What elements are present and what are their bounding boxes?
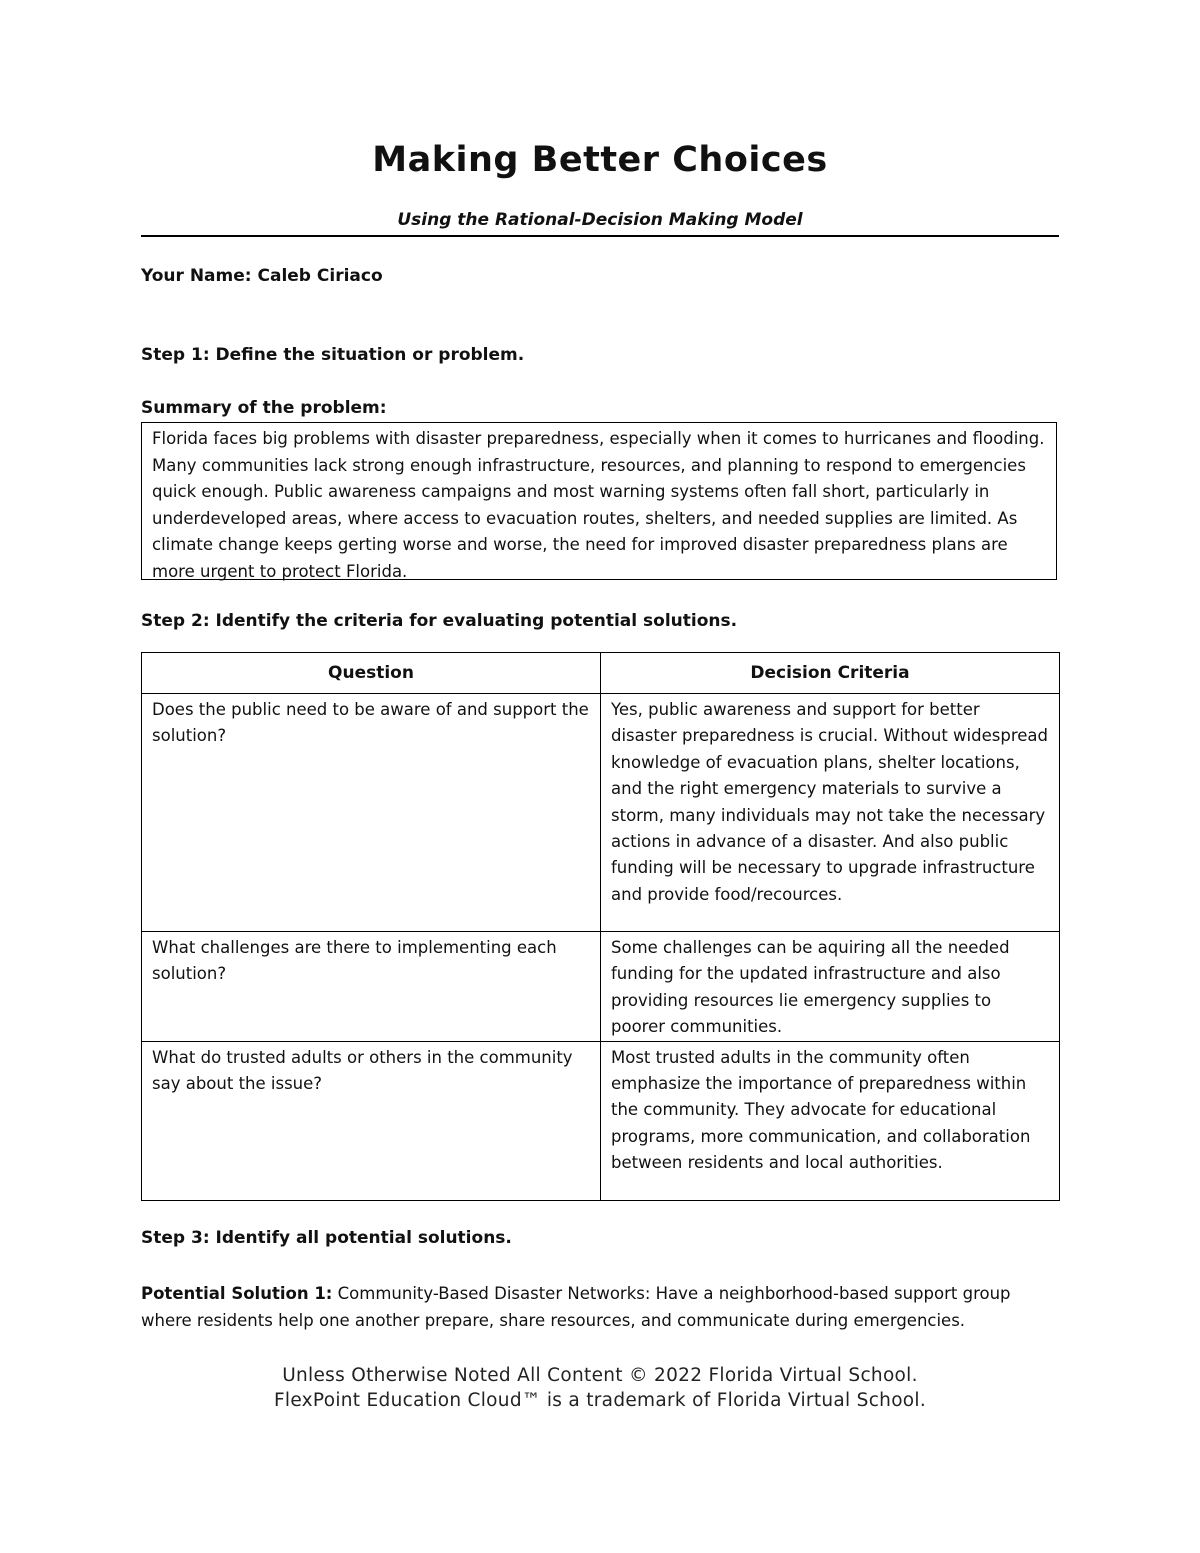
question-cell: What challenges are there to implementing each solution? [142, 932, 601, 1042]
criteria-cell: Yes, public awareness and support for better disaster preparedness is crucial. Without widespread knowledge of evacuation plans, shelter locations, and the right emergency materials to survive a storm, many individuals may not take the necessary actions in advance of a disaster. And also public funding will be necessary to upgrade infrastructure and provide food/recources. [601, 694, 1060, 932]
solution1-label: Potential Solution 1: [141, 1284, 333, 1303]
criteria-cell: Some challenges can be aquiring all the needed funding for the updated infrastructure and also providing resources lie emergency supplies to poorer communities. [601, 932, 1060, 1042]
question-cell: Does the public need to be aware of and support the solution? [142, 694, 601, 932]
solution1-text: Community-Based Disaster Networks: Have a neighborhood-based support group where residents help one another prepare, share resources, and communicate during emergencies. [141, 1284, 1011, 1330]
question-cell: What do trusted adults or others in the community say about the issue? [142, 1041, 601, 1200]
document-title: Making Better Choices [372, 140, 828, 180]
copyright-footer [0, 1363, 1200, 1413]
summary-label: Summary of the problem: [141, 398, 387, 418]
criteria-table [141, 652, 1060, 1201]
column-header-decision-criteria: Decision Criteria [601, 653, 1060, 694]
title-divider [141, 235, 1059, 237]
step2-heading: Step 2: Identify the criteria for evaluating potential solutions. [141, 611, 738, 631]
column-header-question: Question [142, 653, 601, 694]
document-subtitle: Using the Rational-Decision Making Model [397, 210, 803, 230]
potential-solution-1 [141, 1281, 1061, 1334]
criteria-cell: Most trusted adults in the community often emphasize the importance of preparedness within the community. They advocate for educational programs, more communication, and collaboration between residents and local authorities. [601, 1041, 1060, 1200]
table-row [142, 932, 1060, 1042]
step3-heading: Step 3: Identify all potential solutions. [141, 1228, 512, 1248]
footer-line-1: Unless Otherwise Noted All Content © 2022 Florida Virtual School. [282, 1365, 918, 1386]
table-header-row [142, 653, 1060, 694]
step1-heading: Step 1: Define the situation or problem. [141, 345, 525, 365]
table-row [142, 694, 1060, 932]
footer-line-2: FlexPoint Education Cloud™ is a trademark of Florida Virtual School. [273, 1390, 927, 1411]
summary-box [141, 422, 1057, 580]
table-row [142, 1041, 1060, 1200]
name-line: Your Name: Caleb Ciriaco [141, 266, 383, 286]
summary-text: Florida faces big problems with disaster preparedness, especially when it comes to hurricanes and flooding. Many communities lack strong enough infrastructure, resources, and planning to respond to emergencies quick enough. Public awareness campaigns and most warning systems often fall short, particularly in underdeveloped areas, where access to evacuation routes, shelters, and needed supplies are limited. As climate change keeps gerting worse and worse, the need for improved disaster preparedness plans are more urgent to protect Florida. [152, 429, 1045, 581]
